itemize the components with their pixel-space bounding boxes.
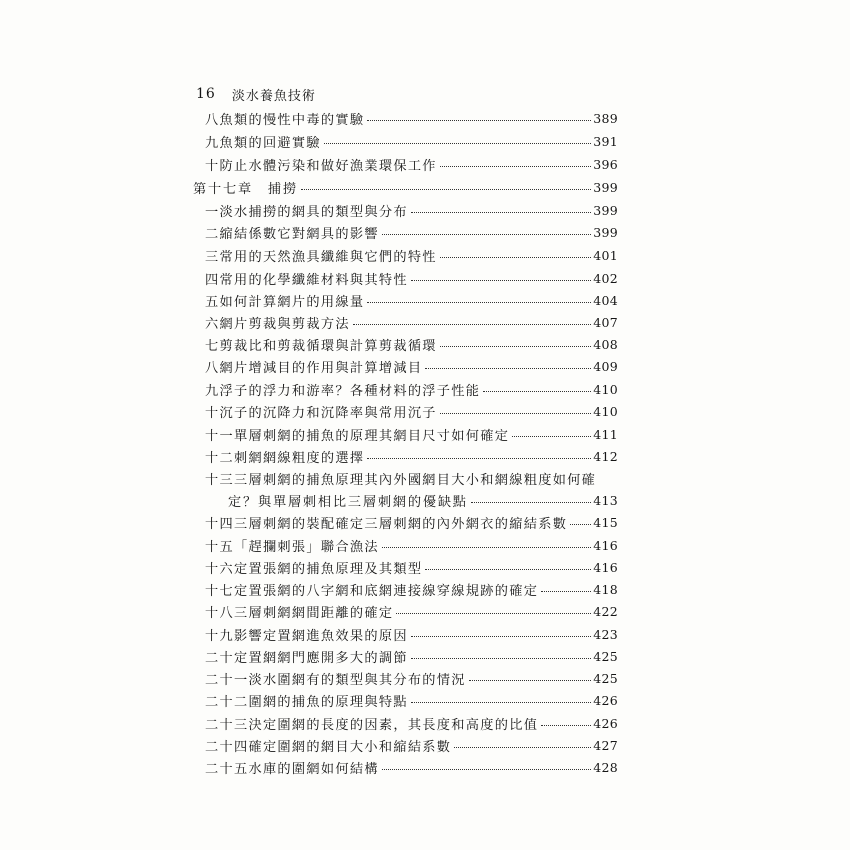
toc-entry — [205, 222, 618, 242]
entry-title: 六網片剪裁與剪裁方法 — [205, 316, 350, 332]
entry-title: 一淡水捕撈的網具的類型與分布 — [205, 204, 408, 220]
dot-leader — [440, 345, 591, 347]
toc-entry-continuation — [228, 490, 618, 510]
entry-page: 399 — [593, 224, 618, 240]
dot-leader — [570, 523, 591, 525]
entry-title: 四常用的化學纖維材料與其特性 — [205, 272, 408, 288]
toc-entry — [205, 557, 618, 577]
running-title: 淡水養魚技術 — [231, 88, 316, 104]
entry-page: 404 — [593, 292, 618, 308]
dot-leader — [367, 301, 591, 303]
dot-leader — [367, 457, 591, 459]
toc-entry — [205, 757, 618, 777]
chapter-title: 第十七章 捕撈 — [193, 181, 298, 197]
entry-page: 407 — [593, 314, 618, 330]
entry-page: 422 — [593, 603, 618, 619]
dot-leader — [541, 724, 591, 726]
entry-title: 十三三層刺網的捕魚原理其內外國網目大小和網線粗度如何確 — [205, 472, 597, 488]
entry-title: 十沉子的沉降力和沉降率與常用沉子 — [205, 405, 437, 421]
toc-entry — [205, 424, 618, 444]
entry-title: 十一單層刺網的捕魚的原理其網目尺寸如何確定 — [205, 428, 510, 444]
dot-leader — [301, 188, 591, 190]
toc-entry — [205, 200, 618, 220]
dot-leader — [411, 279, 591, 281]
entry-page: 415 — [593, 514, 618, 530]
dot-leader — [440, 412, 591, 414]
entry-title: 八網片增減目的作用與計算增減目 — [205, 360, 423, 376]
dot-leader — [512, 435, 591, 437]
entry-page: 389 — [593, 110, 618, 126]
toc-entry — [205, 334, 618, 354]
dot-leader — [353, 323, 591, 325]
dot-leader — [425, 568, 591, 570]
entry-page: 416 — [593, 537, 618, 553]
entry-title: 定？與單層刺相比三層刺網的優缺點 — [228, 494, 468, 510]
entry-title: 十二刺網網線粗度的選擇 — [205, 450, 365, 466]
entry-page: 402 — [593, 270, 618, 286]
entry-title: 二十二圍網的捕魚的原理與特點 — [205, 694, 408, 710]
dot-leader — [411, 701, 591, 703]
entry-page: 399 — [593, 202, 618, 218]
entry-title: 十八三層刺網網間距離的確定 — [205, 605, 394, 621]
toc-entry — [205, 268, 618, 288]
toc-entry — [205, 446, 618, 466]
toc-entry — [205, 108, 618, 128]
entry-page: 409 — [593, 358, 618, 374]
entry-page: 391 — [593, 133, 618, 149]
entry-page: 428 — [593, 759, 618, 775]
entry-title: 十九影響定置網進魚效果的原因 — [205, 628, 408, 644]
toc-entry — [205, 245, 618, 265]
toc-entry — [205, 379, 618, 399]
dot-leader — [382, 546, 591, 548]
dot-leader — [483, 390, 591, 392]
dot-leader — [382, 233, 591, 235]
toc-entry — [205, 624, 618, 644]
entry-page: 410 — [593, 403, 618, 419]
entry-title: 二十五水庫的圍網如何結構 — [205, 761, 379, 777]
entry-title: 九浮子的浮力和游率？各種材料的浮子性能 — [205, 383, 481, 399]
toc-entry — [205, 668, 618, 688]
entry-title: 十六定置張網的捕魚原理及其類型 — [205, 561, 423, 577]
toc-entry — [205, 579, 618, 599]
page-number: 16 — [196, 86, 216, 102]
entry-page: 425 — [593, 670, 618, 686]
toc-entry — [205, 312, 618, 332]
toc-entry — [205, 713, 618, 733]
entry-title: 二縮結係數它對網具的影響 — [205, 226, 379, 242]
entry-title: 二十定置網網門應開多大的調節 — [205, 650, 408, 666]
dot-leader — [367, 119, 591, 121]
toc-entry — [205, 535, 618, 555]
entry-page: 399 — [593, 179, 618, 195]
toc-chapter-entry — [193, 177, 618, 197]
entry-title: 十七定置張網的八字網和底網連接線穿線規跡的確定 — [205, 583, 539, 599]
entry-page: 410 — [593, 381, 618, 397]
entry-title: 九魚類的回避實驗 — [205, 135, 321, 151]
entry-title: 七剪裁比和剪裁循環與計算剪裁循環 — [205, 338, 437, 354]
entry-page: 396 — [593, 156, 618, 172]
entry-page: 411 — [593, 426, 618, 442]
toc-entry — [205, 468, 618, 488]
dot-leader — [411, 635, 591, 637]
toc-entry — [205, 512, 618, 532]
toc-entry — [205, 646, 618, 666]
dot-leader — [425, 367, 591, 369]
entry-page: 401 — [593, 247, 618, 263]
dot-leader — [471, 501, 591, 503]
toc-entry — [205, 690, 618, 710]
toc-entry — [205, 735, 618, 755]
dot-leader — [469, 679, 591, 681]
entry-page: 423 — [593, 626, 618, 642]
entry-page: 426 — [593, 715, 618, 731]
dot-leader — [541, 590, 591, 592]
toc-entry — [205, 356, 618, 376]
entry-title: 十四三層刺網的裝配確定三層刺網的內外網衣的縮結系數 — [205, 516, 568, 532]
dot-leader — [324, 142, 591, 144]
dot-leader — [454, 746, 591, 748]
toc-entry — [205, 290, 618, 310]
entry-title: 十五「趕攔刺張」聯合漁法 — [205, 539, 379, 555]
dot-leader — [440, 165, 591, 167]
entry-title: 五如何計算網片的用線量 — [205, 294, 365, 310]
entry-page: 425 — [593, 648, 618, 664]
dot-leader — [440, 256, 591, 258]
toc-entry — [205, 401, 618, 421]
dot-leader — [411, 211, 591, 213]
entry-title: 十防止水體污染和做好漁業環保工作 — [205, 158, 437, 174]
entry-title: 二十一淡水圍網有的類型與其分布的情況 — [205, 672, 466, 688]
entry-page: 426 — [593, 692, 618, 708]
toc-entry — [205, 131, 618, 151]
entry-title: 三常用的天然漁具纖維與它們的特性 — [205, 249, 437, 265]
toc-entry — [205, 601, 618, 621]
dot-leader — [411, 657, 591, 659]
entry-page: 413 — [593, 492, 618, 508]
entry-title: 二十三決定圍網的長度的因素，其長度和高度的比值 — [205, 717, 539, 733]
dot-leader — [396, 612, 591, 614]
entry-title: 八魚類的慢性中毒的實驗 — [205, 112, 365, 128]
entry-page: 408 — [593, 336, 618, 352]
entry-page: 418 — [593, 581, 618, 597]
entry-page: 427 — [593, 737, 618, 753]
entry-page: 416 — [593, 559, 618, 575]
dot-leader — [382, 768, 591, 770]
entry-page: 412 — [593, 448, 618, 464]
entry-title: 二十四確定圍網的網目大小和縮結系數 — [205, 739, 452, 755]
toc-entry — [205, 154, 618, 174]
